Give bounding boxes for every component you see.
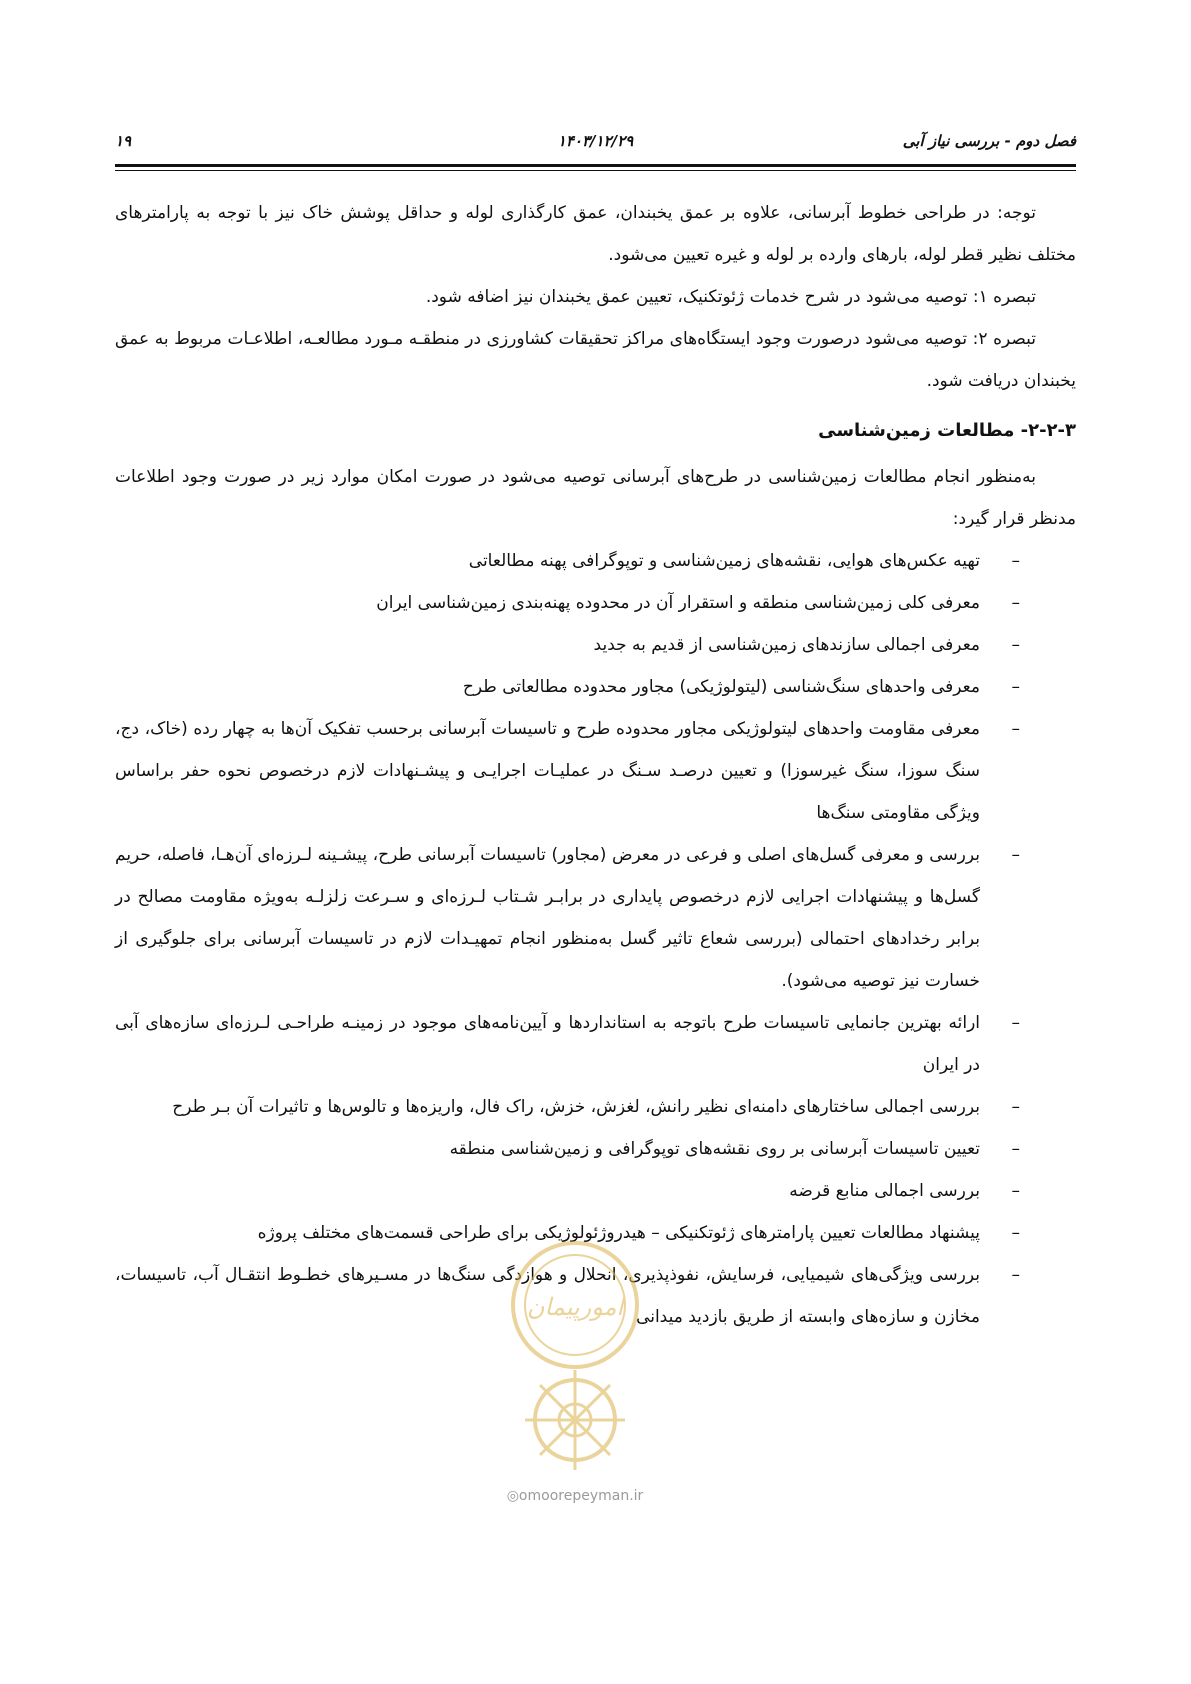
bullet-dash: –	[1011, 719, 1020, 739]
list-item-text: بررسی اجمالی ساختارهای دامنه‌ای نظیر رانش، لغزش، خزش، راک فال، واریزه‌ها و تالوس‌ها و تاثیرات آن بـر طرح	[172, 1097, 980, 1117]
list-item-text: تهیه عکس‌های هوایی، نقشه‌های زمین‌شناسی و توپوگرافی پهنه مطالعاتی	[468, 551, 980, 571]
list-item	[115, 708, 1076, 834]
watermark-logo-text: امورپیمان	[526, 1293, 624, 1321]
watermark-url-text: omoorepeyman.ir	[518, 1488, 644, 1504]
list-item	[115, 1002, 1076, 1086]
list-item	[115, 540, 1076, 582]
bullet-dash: –	[1011, 1097, 1020, 1117]
list-item-text: معرفی واحدهای سنگ‌شناسی (لیتولوژیکی) مجاور محدوده مطالعاتی طرح	[462, 677, 980, 697]
list-item-text: معرفی کلی زمین‌شناسی منطقه و استقرار آن در محدوده پهنه‌بندی زمین‌شناسی ایران	[376, 593, 980, 613]
list-item-text: بررسی ویژگی‌های شیمیایی، فرسایش، نفوذپذیری، انحلال و هوازدگی سنگ‌ها در مسـیرهای خطـوط انتقـال آب، تاسیسات، مخازن و سازه‌های وابسته از طریق بازدید میدانی	[115, 1265, 980, 1327]
list-item-text: تعیین تاسیسات آبرسانی بر روی نقشه‌های توپوگرافی و زمین‌شناسی منطقه	[449, 1139, 980, 1159]
header-date: ۱۴۰۳/۱۲/۲۹	[557, 132, 634, 150]
list-item	[115, 1128, 1076, 1170]
chapter-title: فصل دوم - بررسی نیاز آبی	[902, 132, 1076, 150]
list-item-text: ارائه بهترین جانمایی تاسیسات طرح باتوجه به استانداردها و آیین‌نامه‌های موجود در زمینـه طراحـی لـرزه‌ای سازه‌های آبی در ایران	[115, 1013, 980, 1075]
remark-1: تبصره ۱: توصیه می‌شود در شرح خدمات ژئوتکنیک، تعیین عمق یخبندان نیز اضافه شود.	[425, 287, 1036, 307]
list-item	[115, 1212, 1076, 1254]
bullet-dash: –	[1011, 635, 1020, 655]
list-item	[115, 834, 1076, 1002]
watermark-url: ◎omoorepeyman.ir	[506, 1488, 644, 1504]
list-item	[115, 1086, 1076, 1128]
bullet-dash: –	[1011, 1013, 1020, 1033]
bullet-dash: –	[1011, 845, 1020, 865]
header-rule-thin	[115, 170, 1076, 171]
page-header	[115, 126, 1076, 160]
list-item	[115, 624, 1076, 666]
remark-2: تبصره ۲: توصیه می‌شود درصورت وجود ایستگاه‌های مراکز تحقیقات کشاورزی در منطقـه مـورد مطالعـه، اطلاعـات مربوط به عمق یخبندان دریافت شود.	[115, 329, 1076, 391]
list-item-text: بررسی و معرفی گسل‌های اصلی و فرعی در معرض (مجاور) تاسیسات آبرسانی طرح، پیشـینه لـرزه‌ای آن‌هـا، فاصله، حریم گسل‌ها و پیشنهادات اجرایی لازم درخصوص پایداری در برابـر شـتاب لـرزه‌ای و سـرعت زلزلـه به‌ویژه مقاومت مصالح در برابر رخدادهای احتمالی (بررسی شعاع تاثیر گسل به‌منظور انجام تمهیـدات لازم در تاسیسات آبرسانی برای جلوگیری از خسارت نیز توصیه می‌شود).	[115, 845, 980, 991]
bullet-list	[115, 540, 1076, 1338]
section-intro: به‌منظور انجام مطالعات زمین‌شناسی در طرح‌های آبرسانی توصیه می‌شود در صورت امکان موارد زیر در صورت وجود اطلاعات مدنظر قرار گیرد:	[115, 467, 1076, 529]
list-item	[115, 1170, 1076, 1212]
body-text	[115, 192, 1076, 1338]
bullet-dash: –	[1011, 1139, 1020, 1159]
list-item-text: معرفی مقاومت واحدهای لیتولوژیکی مجاور محدوده طرح و تاسیسات آبرسانی برحسب تفکیک آن‌ها به چهار رده (خاک، دج، سنگ سوزا، سنگ غیرسوزا) و تعیین درصـد سـنگ در عملیـات اجرایـی و پیشـنهادات لازم درخصوص نحوه حفر براساس ویژگی مقاومتی سنگ‌ها	[115, 719, 980, 823]
bullet-dash: –	[1011, 593, 1020, 613]
list-item-text: پیشنهاد مطالعات تعیین پارامترهای ژئوتکنیکی – هیدروژئولوژیکی برای طراحی قسمت‌های مختلف پروژه	[257, 1223, 980, 1243]
bullet-dash: –	[1011, 677, 1020, 697]
list-item-text: معرفی اجمالی سازندهای زمین‌شناسی از قدیم به جدید	[593, 635, 980, 655]
bullet-dash: –	[1011, 551, 1020, 571]
bullet-dash: –	[1011, 1223, 1020, 1243]
section-heading: ۲-۲-۳- مطالعات زمین‌شناسی	[818, 420, 1076, 441]
page-number: ۱۹	[115, 132, 132, 150]
list-item	[115, 666, 1076, 708]
list-item-text: بررسی اجمالی منابع قرضه	[789, 1181, 980, 1201]
list-item	[115, 582, 1076, 624]
header-rule-thick	[115, 164, 1076, 167]
bullet-dash: –	[1011, 1265, 1020, 1285]
note-paragraph: توجه: در طراحی خطوط آبرسانی، علاوه بر عمق یخبندان، عمق کارگذاری لوله و حداقل پوشش خاک نیز با توجه به پارامترهای مختلف نظیر قطر لوله، بارهای وارده بر لوله و غیره تعیین می‌شود.	[115, 203, 1076, 265]
bullet-dash: –	[1011, 1181, 1020, 1201]
list-item	[115, 1254, 1076, 1338]
